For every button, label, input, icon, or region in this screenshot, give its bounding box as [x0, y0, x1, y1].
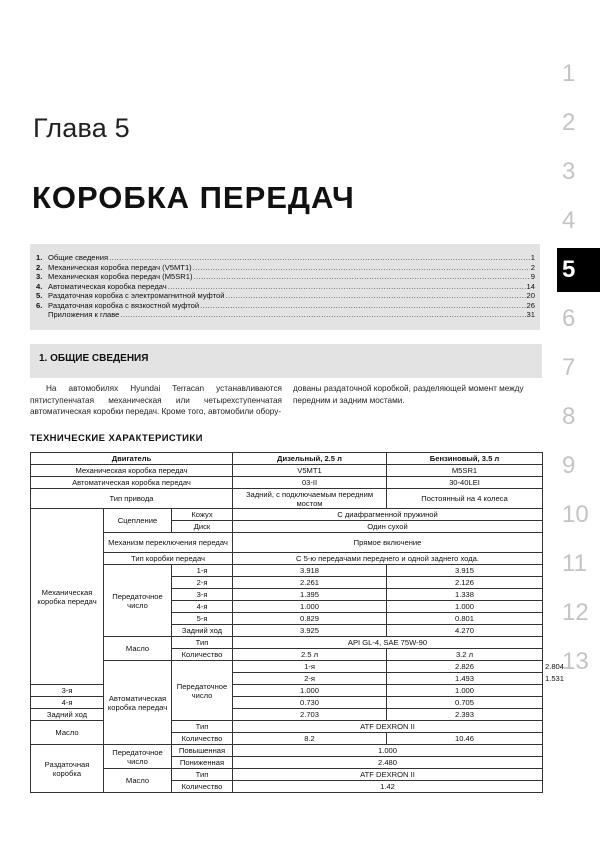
toc-item[interactable] [36, 263, 535, 272]
table-row: Автоматическая коробка передач Передаточное число 1-я 2.826 2.804 [31, 661, 543, 673]
table-cell: V5MT1 [233, 465, 387, 477]
toc-item[interactable] [36, 310, 535, 319]
table-row: 2-я 1.493 1.531 [31, 673, 543, 685]
table-cell: 1.338 [387, 589, 543, 601]
toc-page: 31 [526, 310, 535, 319]
table-cell: 10.46 [387, 733, 543, 745]
chapter-tab-9[interactable]: 9 [562, 452, 576, 479]
row-label: Механизм переключения передач [104, 533, 233, 553]
chapter-tab-4[interactable]: 4 [562, 207, 576, 234]
table-cell: 2.480 [233, 757, 543, 769]
gear-label: 1-я [172, 565, 233, 577]
row-label: Масло [104, 637, 172, 661]
table-row [31, 565, 543, 577]
row-label: Передаточное число [104, 565, 172, 637]
table-cell: 1.42 [233, 781, 543, 793]
table-cell: 8.2 [233, 733, 387, 745]
toc-page: 1 [530, 253, 535, 262]
table-cell: 1.000 [387, 685, 543, 697]
table-cell: 2.261 [233, 577, 387, 589]
table-cell: Задний, с подключаемым передним мостом [233, 489, 387, 509]
toc-leader [109, 253, 530, 262]
row-label: Кожух [172, 509, 233, 521]
table-cell: 1.000 [233, 601, 387, 613]
toc-text: Механическая коробка передач (V5MT1) [48, 262, 192, 272]
table-of-contents [30, 244, 540, 330]
table-cell: 1.000 [233, 685, 387, 697]
row-label: Количество [172, 733, 233, 745]
table-row [31, 533, 543, 553]
table-cell: 3.915 [387, 565, 543, 577]
chapter-tab-6[interactable]: 6 [562, 305, 576, 332]
row-label: Тип [172, 637, 233, 649]
table-cell: 2.393 [387, 709, 543, 721]
table-row [31, 553, 543, 565]
toc-text: Автоматическая коробка передач [48, 281, 167, 291]
toc-num: 1. [36, 253, 43, 262]
table-cell: 0.829 [233, 613, 387, 625]
table-cell: 1.493 [387, 673, 543, 685]
group-label: Механическая коробка передач [31, 509, 104, 685]
intro-paragraph-right: дованы раздаточной коробкой, разделяющей момент между передним и задним мостами. [293, 384, 524, 405]
table-cell: С диафрагменной пружиной [233, 509, 543, 521]
table-row [31, 465, 543, 477]
spec-heading: ТЕХНИЧЕСКИЕ ХАРАКТЕРИСТИКИ [30, 433, 203, 444]
row-label: Тип привода [31, 489, 233, 509]
table-cell: 2.703 [233, 709, 387, 721]
section-header [30, 344, 542, 378]
toc-page: 14 [526, 281, 535, 291]
table-cell: 2.826 [387, 661, 543, 673]
toc-page: 20 [526, 291, 535, 300]
table-cell: 0.801 [387, 613, 543, 625]
table-cell: 1.000 [233, 745, 543, 757]
table-row [31, 637, 543, 649]
row-label: Механическая коробка передач [31, 465, 233, 477]
gear-label: 2-я [172, 577, 233, 589]
row-label: Количество [172, 781, 233, 793]
toc-item[interactable] [36, 291, 535, 300]
chapter-label: Глава 5 [33, 113, 130, 143]
toc-num: 4. [36, 281, 43, 291]
header-cell: Двигатель [31, 453, 233, 465]
chapter-tab-1[interactable]: 1 [562, 60, 576, 87]
table-cell: 0.730 [233, 697, 387, 709]
toc-leader [120, 310, 525, 319]
toc-num: 6. [36, 300, 43, 310]
intro-paragraph-left: На автомобилях Hyundai Terracan устанавливаются пятиступенчатая механическая или четырехступенчатая автоматическая коробки передач. Кроме того, автомобили обору- [30, 384, 282, 416]
table-row [31, 477, 543, 489]
chapter-tab-10[interactable]: 10 [562, 501, 589, 528]
table-cell: 0.705 [387, 697, 543, 709]
toc-leader [168, 282, 526, 291]
chapter-tab-13[interactable]: 13 [562, 648, 589, 675]
row-label: Автоматическая коробка передач [31, 477, 233, 489]
gear-label: 1-я [233, 661, 387, 673]
toc-num [36, 310, 48, 319]
toc-page: 26 [526, 300, 535, 310]
table-row [31, 509, 543, 521]
toc-num: 2. [36, 262, 43, 272]
header-cell: Дизельный, 2.5 л [233, 453, 387, 465]
table-cell: 3.925 [233, 625, 387, 637]
section-title: 1. ОБЩИЕ СВЕДЕНИЯ [39, 353, 149, 364]
table-cell: 2.5 л [233, 649, 387, 661]
table-row [31, 745, 543, 757]
toc-item[interactable] [36, 272, 535, 281]
header-cell: Бензиновый, 3.5 л [387, 453, 543, 465]
toc-leader [194, 272, 530, 281]
table-cell: API GL-4, SAE 75W-90 [233, 637, 543, 649]
chapter-tab-8[interactable]: 8 [562, 403, 576, 430]
gear-label: 3-я [31, 685, 104, 697]
table-cell: 03-II [233, 477, 387, 489]
toc-leader [226, 291, 526, 300]
toc-text: Раздаточная коробка с вязкостной муфтой [48, 300, 200, 310]
gear-label: 3-я [172, 589, 233, 601]
gear-label: Задний ход [172, 625, 233, 637]
table-cell: ATF DEXRON II [233, 721, 543, 733]
group-label: Раздаточная коробка [31, 745, 104, 793]
chapter-tab-7[interactable]: 7 [562, 354, 576, 381]
row-label: Масло [104, 769, 172, 793]
toc-leader [200, 301, 525, 310]
row-label: Тип коробки передач [104, 553, 233, 565]
row-label: Передаточное число [172, 661, 233, 721]
table-cell: Один сухой [233, 521, 543, 533]
table-row [31, 453, 543, 465]
table-cell: С 5-ю передачами переднего и одной заднего хода. [233, 553, 543, 565]
table-cell: 1.395 [233, 589, 387, 601]
toc-leader [193, 263, 530, 272]
chapter-tab-12[interactable]: 12 [562, 599, 589, 626]
toc-text: Общие сведения [48, 253, 109, 262]
gear-label: 2-я [233, 673, 387, 685]
row-label: Пониженная [172, 757, 233, 769]
row-label: Сцепление [104, 509, 172, 533]
chapter-tab-5[interactable]: 5 [557, 248, 600, 292]
toc-item[interactable] [36, 301, 535, 310]
toc-item[interactable] [36, 253, 535, 262]
row-label: Тип [172, 769, 233, 781]
chapter-tab-3[interactable]: 3 [562, 158, 576, 185]
table-cell: Постоянный на 4 колеса [387, 489, 543, 509]
gear-label: 4-я [172, 601, 233, 613]
toc-num: 3. [36, 272, 43, 281]
table-cell: ATF DEXRON II [233, 769, 543, 781]
table-cell: 4.270 [387, 625, 543, 637]
toc-page: 2 [530, 262, 535, 272]
gear-label: 4-я [31, 697, 104, 709]
chapter-tab-11[interactable]: 11 [562, 550, 587, 577]
table-cell: 3.2 л [387, 649, 543, 661]
row-label: Передаточное число [104, 745, 172, 769]
toc-num: 5. [36, 291, 43, 300]
table-cell: 2.126 [387, 577, 543, 589]
table-cell: M5SR1 [387, 465, 543, 477]
table-cell: 1.000 [387, 601, 543, 613]
row-label: Повышенная [172, 745, 233, 757]
row-label: Тип [172, 721, 233, 733]
spec-table [30, 452, 565, 793]
row-label: Диск [172, 521, 233, 533]
gear-label: 5-я [172, 613, 233, 625]
table-cell: Прямое включение [233, 533, 543, 553]
gear-label: Задний ход [31, 709, 104, 721]
page-title: КОРОБКА ПЕРЕДАЧ [32, 180, 355, 215]
toc-item[interactable] [36, 282, 535, 291]
table-cell: 30-40LEI [387, 477, 543, 489]
table-row [31, 489, 543, 509]
toc-page: 9 [530, 272, 535, 281]
table-row [31, 769, 543, 781]
row-label: Масло [31, 721, 104, 745]
toc-text: Механическая коробка передач (M5SR1) [48, 272, 193, 281]
toc-text: Приложения к главе [48, 310, 120, 319]
row-label: Количество [172, 649, 233, 661]
group-label: Автоматическая коробка передач [104, 661, 172, 745]
table-cell: 3.918 [233, 565, 387, 577]
chapter-tab-2[interactable]: 2 [562, 109, 576, 136]
toc-text: Раздаточная коробка с электромагнитной муфтой [48, 291, 225, 300]
